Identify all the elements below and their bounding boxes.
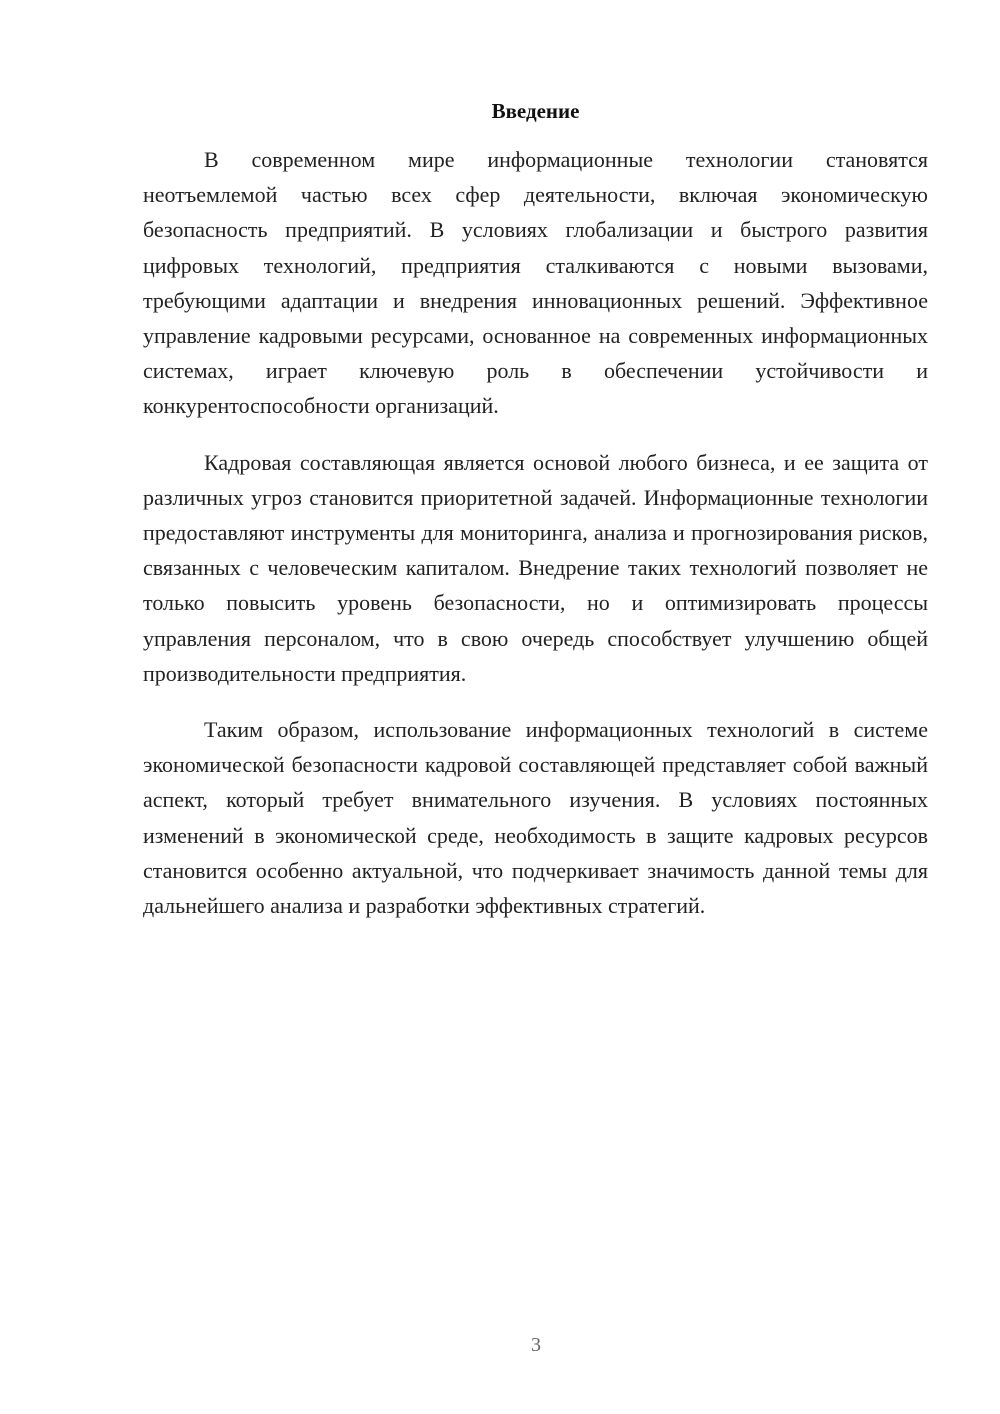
paragraph-2: Кадровая составляющая является основой любого бизнеса, и ее защита от различных угроз становится приоритетной задачей. Информационные технологии предоставляют инструменты для мониторинга, анализа и прогнозирования рисков, связанных с человеческим капиталом. Внедрение таких технологий позволяет не только повысить уровень безопасности, но и оптимизировать процессы управления персоналом, что в свою очередь способствует улучшению общей производительности предприятия. bbox=[143, 449, 928, 686]
document-body bbox=[143, 97, 928, 923]
page-title: Введение bbox=[491, 99, 580, 123]
paragraph-3: Таким образом, использование информационных технологий в системе экономической безопасности кадровой составляющей представляет собой важный аспект, который требует внимательного изучения. В условиях постоянных изменений в экономической среде, необходимость в защите кадровых ресурсов становится особенно актуальной, что подчеркивает значимость данной темы для дальнейшего анализа и разработки эффективных стратегий. bbox=[143, 717, 928, 919]
paragraph-1: В современном мире информационные технологии становятся неотъемлемой частью всех сфер деятельности, включая экономическую безопасность предприятий. В условиях глобализации и быстрого развития цифровых технологий, предприятия сталкиваются с новыми вызовами, требующими адаптации и внедрения инновационных решений. Эффективное управление кадровыми ресурсами, основанное на современных информационных системах, играет ключевую роль в обеспечении устойчивости и конкурентоспособности организаций. bbox=[143, 147, 928, 419]
page-number: 3 bbox=[531, 1334, 541, 1356]
